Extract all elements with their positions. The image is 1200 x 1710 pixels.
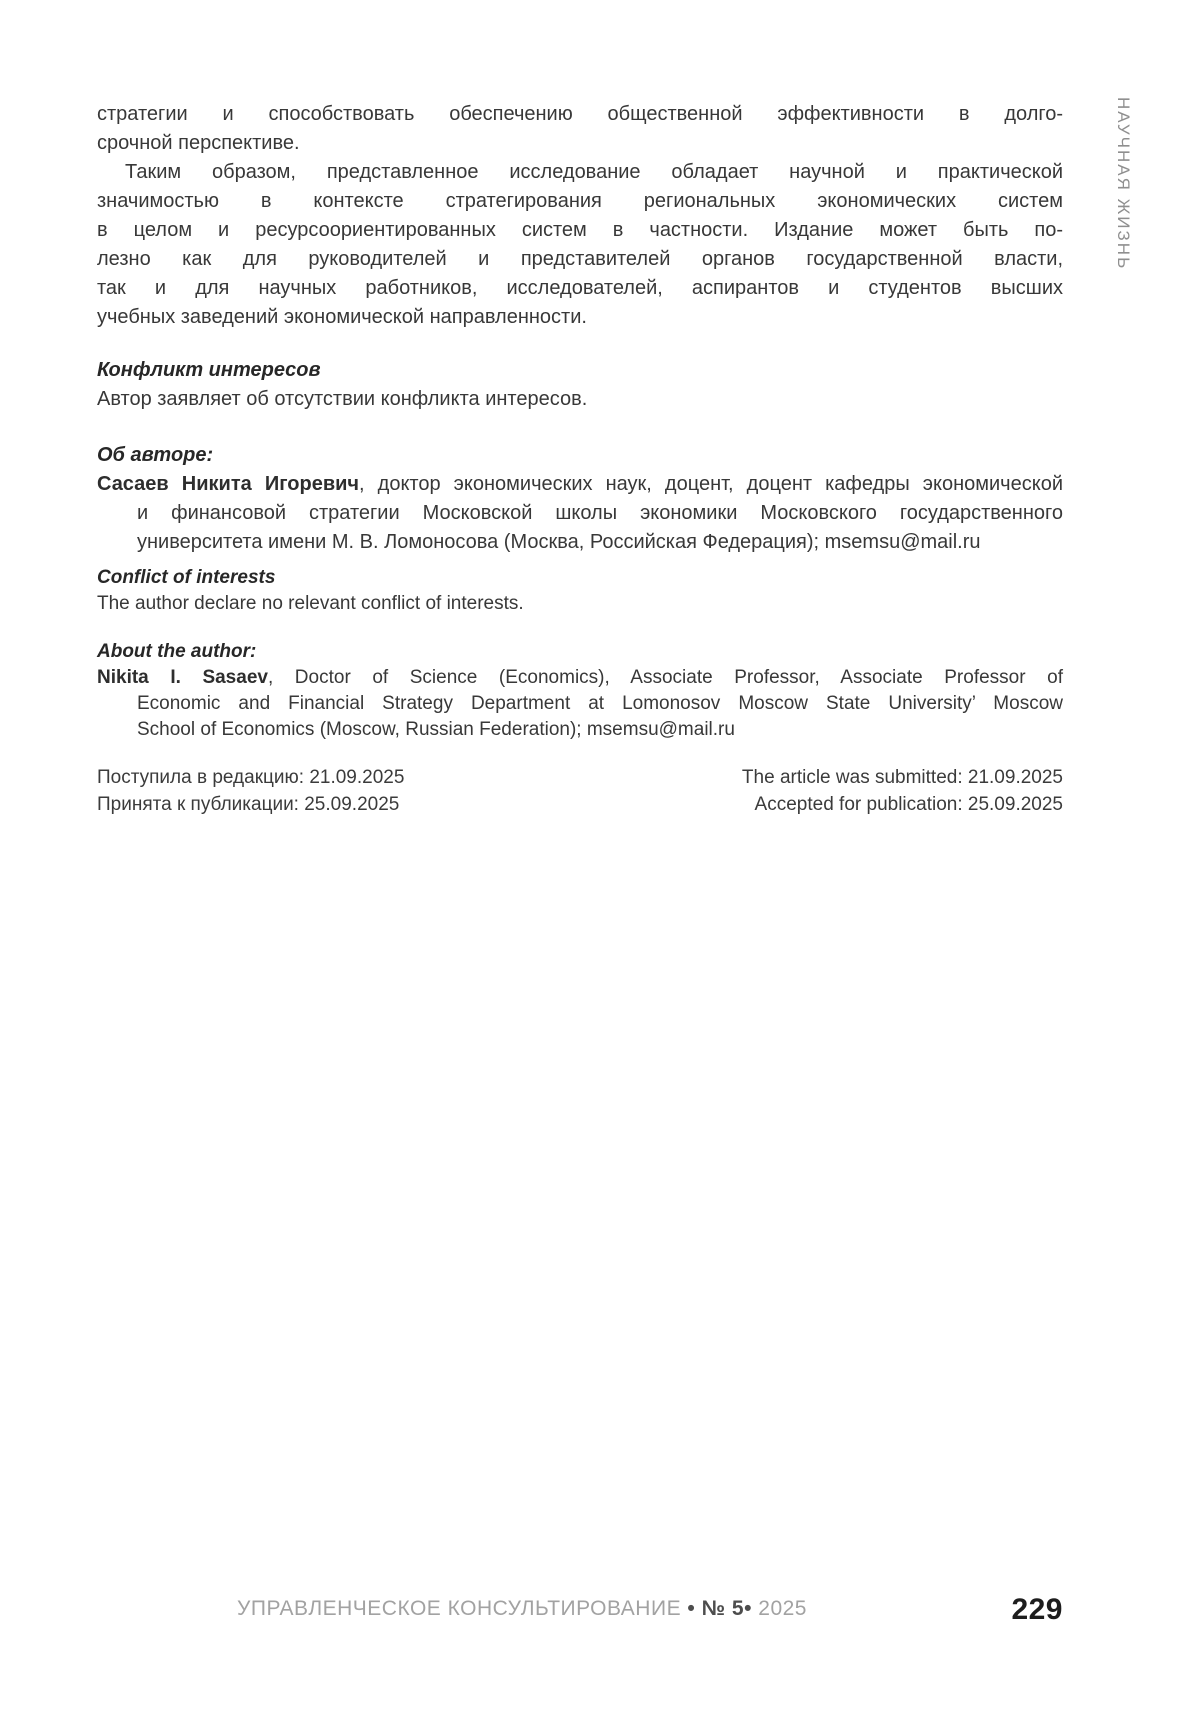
conflict-en-text: The author declare no relevant conflict of interests. [97,593,524,614]
body-line: значимостью в контексте стратегирования региональных экономических систем [97,190,1063,212]
about-author-en-section [97,639,1063,743]
page-number: 229 [1011,1593,1063,1626]
date-accepted-ru: Принята к публикации: 25.09.2025 [97,794,400,815]
author-en-line: School of Economics (Moscow, Russian Federation); msemsu@mail.ru [137,719,735,740]
footer-separator-dot: • [744,1597,752,1620]
conflict-ru-heading: Конфликт интересов [97,359,321,381]
running-head-section-label: НАУЧНАЯ ЖИЗНЬ [1114,97,1133,271]
submission-dates-en [742,764,1063,818]
about-ru-heading: Об авторе: [97,444,214,466]
author-ru-name: Сасаев Никита Игоревич [97,473,360,495]
footer-issue-number: № 5 [701,1597,745,1620]
conflict-en-heading: Conflict of interests [97,567,276,588]
conflict-ru-text: Автор заявляет об отсутствии конфликта интересов. [97,388,588,410]
date-submitted-ru: Поступила в редакцию: 21.09.2025 [97,767,405,788]
author-ru-line: и финансовой стратегии Московской школы экономики Московского государственного [137,502,1063,524]
body-line: лезно как для руководителей и представителей органов государственной власти, [97,248,1063,270]
author-ru-degrees: , доктор экономических наук, доцент, доцент кафедры экономической [359,473,1063,495]
body-line: в целом и ресурсоориентированных систем в частности. Издание может быть по- [97,219,1063,241]
page-footer [97,1593,1063,1633]
conflict-of-interest-ru-section [97,356,1063,414]
author-en-degrees: , Doctor of Science (Economics), Associate Professor, Associate Professor of [267,667,1063,688]
body-text-block [97,100,1063,332]
date-accepted-en: Accepted for publication: 25.09.2025 [754,794,1063,815]
date-submitted-en: The article was submitted: 21.09.2025 [741,767,1063,788]
footer-journal-name: УПРАВЛЕНЧЕСКОЕ КОНСУЛЬТИРОВАНИЕ [237,1597,682,1620]
body-line: учебных заведений экономической направленности. [97,306,587,328]
body-line: срочной перспективе. [97,132,300,154]
footer-separator-dot: • [687,1597,696,1620]
submission-dates [97,764,1063,818]
footer-journal-title [237,1597,807,1621]
author-en-name: Nikita I. Sasaev [97,667,268,688]
body-line: Таким образом, представленное исследование обладает научной и практической [125,161,1063,183]
conflict-of-interest-en-section [97,565,1063,617]
author-ru-line: университета имени М. В. Ломоносова (Москва, Российская Федерация); msemsu@mail.ru [137,531,981,553]
about-en-heading: About the author: [97,641,257,662]
about-author-ru-section [97,441,1063,557]
submission-dates-ru [97,764,404,818]
body-line: так и для научных работников, исследователей, аспирантов и студентов высших [97,277,1063,299]
footer-year: 2025 [758,1597,807,1620]
author-en-line [97,665,1063,691]
body-line: стратегии и способствовать обеспечению общественной эффективности в долго- [97,103,1063,125]
author-en-line: Economic and Financial Strategy Department at Lomonosov Moscow State University’ Moscow [137,693,1063,714]
author-ru-line [97,470,1063,499]
